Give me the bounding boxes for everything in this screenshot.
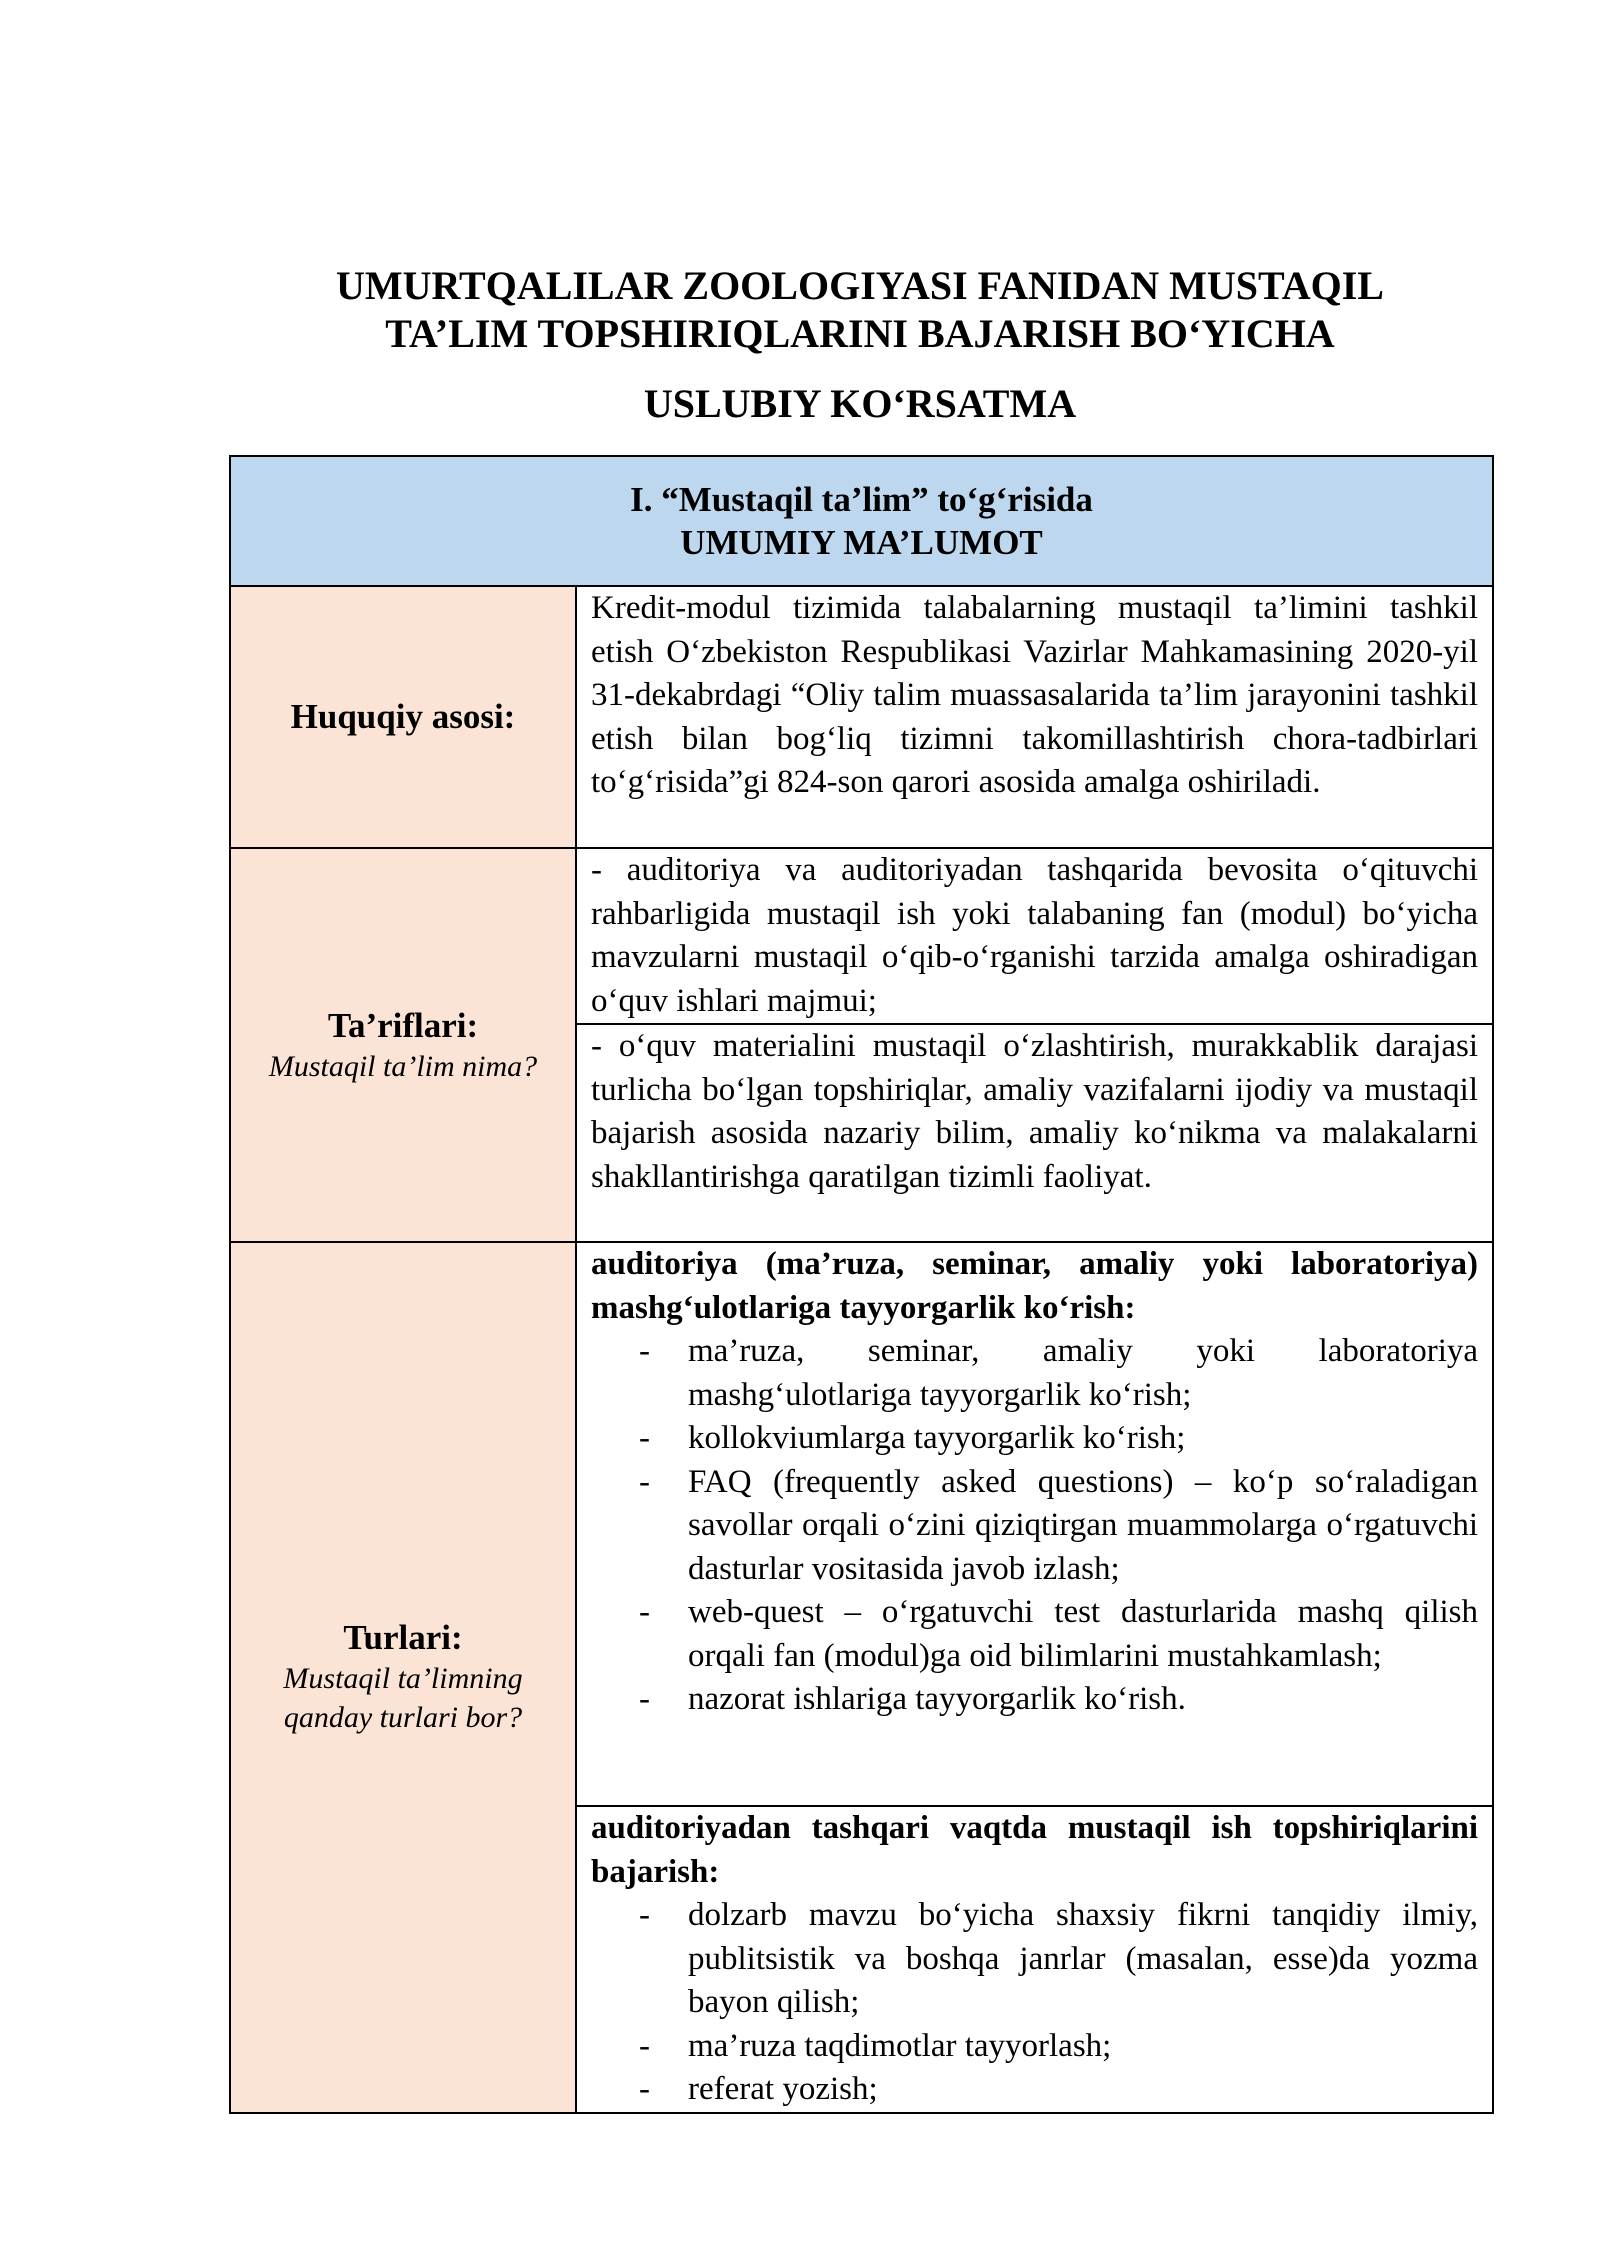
list-item: - nazorat ishlariga tayyorgarlik ko‘rish. xyxy=(688,1678,1478,1722)
table-header-row xyxy=(230,456,1493,586)
list-item: - ma’ruza, seminar, amaliy yoki laboratoriya mashg‘ulotlariga tayyorgarlik ko‘rish; xyxy=(688,1330,1478,1417)
table-row-types-1 xyxy=(230,1242,1493,1806)
legal-content-cell xyxy=(576,586,1493,848)
list-item: - web-quest – o‘rgatuvchi test dasturlarida mashq qilish orqali fan (modul)ga oid bilimlarini mustahkamlash; xyxy=(688,1591,1478,1678)
types-group-cell-1 xyxy=(576,1242,1493,1806)
definition-text-2: - o‘quv materialini mustaqil o‘zlashtirish, murakkablik darajasi turlicha bo‘lgan topshiriqlar, amaliy vazifalarni ijodiy va mustaqil bajarish asosida nazariy bilim, amaliy ko‘nikma va malakalarni shakllantirishga qaratilgan tizimli faoliyat. xyxy=(591,1028,1479,1195)
definitions-label-cell xyxy=(230,848,576,1242)
table-header-cell xyxy=(230,456,1493,586)
types-sublabel-1: Mustaqil ta’limning xyxy=(283,1662,523,1696)
types-label-cell xyxy=(230,1242,576,2113)
legal-text: Kredit-modul tizimida talabalarning mustaqil ta’limini tashkil etish O‘zbekiston Respublikasi Vazirlar Mahkamasining 2020-yil 31-dekabrdagi “Oliy talim muassasalarida ta’lim jarayonini tashkil etish bilan bog‘liq tizimni takomillashtirish chora-tadbirlari to‘g‘risida”gi 824-son qarori asosida amalga oshiriladi. xyxy=(591,590,1479,800)
document-subtitle: USLUBIY KO‘RSATMA xyxy=(643,381,1077,426)
types-group-list-2 xyxy=(591,1894,1478,2112)
types-group-heading-2: auditoriyadan tashqari vaqtda mustaqil ish topshiriqlarini bajarish: xyxy=(591,1810,1479,1890)
types-label: Turlari: xyxy=(343,1618,463,1658)
document-title xyxy=(230,262,1490,358)
types-sublabel-2: qanday turlari bor? xyxy=(283,1701,523,1735)
list-item: - FAQ (frequently asked questions) – ko‘p so‘raladigan savollar orqali o‘zini qiziqtirgan muammolarga o‘rgatuvchi dasturlar vositasida javob izlash; xyxy=(688,1461,1478,1592)
title-line-2: TA’LIM TOPSHIRIQLARINI BAJARISH BO‘YICHA xyxy=(385,311,1335,356)
list-item: - referat yozish; xyxy=(688,2068,1478,2112)
types-group-heading-1: auditoriya (ma’ruza, seminar, amaliy yoki laboratoriya) mashg‘ulotlariga tayyorgarlik ko‘rish: xyxy=(591,1246,1479,1326)
definition-cell-1 xyxy=(576,848,1493,1024)
types-group-list-1 xyxy=(591,1330,1478,1722)
legal-label: Huquqiy asosi: xyxy=(290,697,516,736)
table-row-definitions-1 xyxy=(230,848,1493,1024)
header-line-2: UMUMIY MA’LUMOT xyxy=(680,523,1043,562)
definition-text-1: - auditoriya va auditoriyadan tashqarida bevosita o‘qituvchi rahbarligida mustaqil ish yoki talabaning fan (modul) bo‘yicha mavzularni mustaqil o‘qib-o‘rganishi tarzida amalga oshiradigan o‘quv ishlari majmui; xyxy=(591,852,1479,1019)
table-row-legal xyxy=(230,586,1493,848)
definition-cell-2 xyxy=(576,1024,1493,1242)
title-line-1: UMURTQALILAR ZOOLOGIYASI FANIDAN MUSTAQIL xyxy=(336,263,1384,308)
legal-label-cell xyxy=(230,586,576,848)
info-table xyxy=(229,455,1494,2114)
list-item: - kollokviumlarga tayyorgarlik ko‘rish; xyxy=(688,1417,1478,1461)
types-group-cell-2 xyxy=(576,1806,1493,2113)
definitions-label: Ta’riflari: xyxy=(327,1005,479,1045)
list-item: - ma’ruza taqdimotlar tayyorlash; xyxy=(688,2025,1478,2069)
list-item: - dolzarb mavzu bo‘yicha shaxsiy fikrni tanqidiy ilmiy, publitsistik va boshqa janrlar (masalan, esse)da yozma bayon qilish; xyxy=(688,1894,1478,2025)
header-line-1: I. “Mustaqil ta’lim” to‘g‘risida xyxy=(630,480,1093,519)
definitions-sublabel: Mustaqil ta’lim nima? xyxy=(268,1049,538,1083)
